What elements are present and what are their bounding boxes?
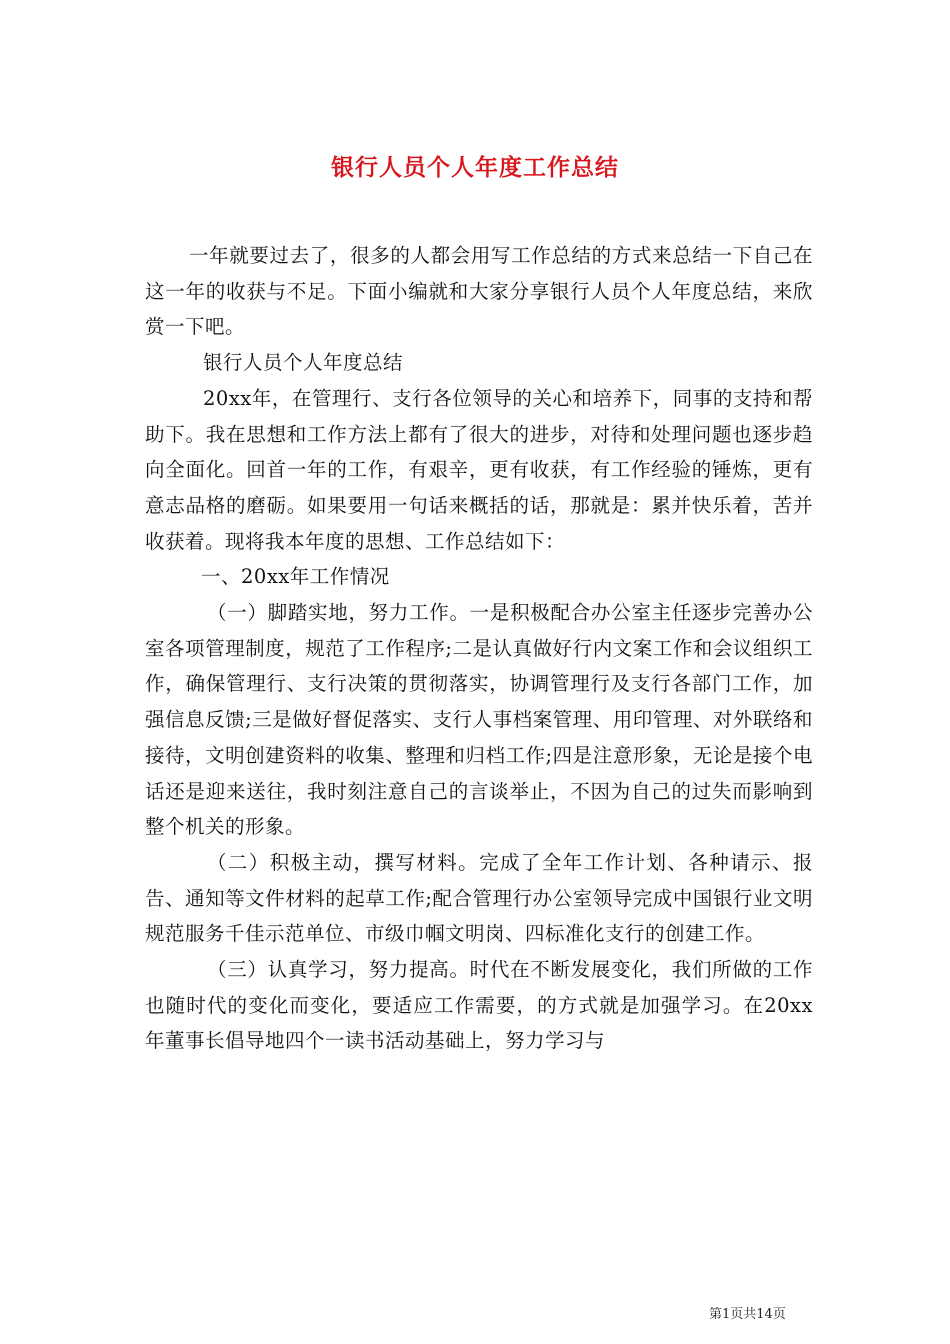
intro-paragraph: 一年就要过去了，很多的人都会用写工作总结的方式来总结一下自己在这一年的收获与不足。下面小编就和大家分享银行人员个人年度总结，来欣赏一下吧。 [145,244,813,339]
section-subtitle: 银行人员个人年度总结 [203,351,404,375]
year-overview-paragraph: 20xx年，在管理行、支行各位领导的关心和培养下，同事的支持和帮助下。我在思想和工作方法上都有了很大的进步，对待和处理问题也逐步趋向全面化。回首一年的工作，有艰辛，更有收获，有工作经验的锤炼，更有意志品格的磨砺。如果要用一句话来概括的话，那就是：累并快乐着，苦并收获着。现将我本年度的思想、工作总结如下： [145,386,813,553]
work-item-2: （二）积极主动，撰写材料。完成了全年工作计划、各种请示、报告、通知等文件材料的起草工作;配合管理行办公室领导完成中国银行业文明规范服务千佳示范单位、市级巾帼文明岗、四标准化支行的创建工作。 [145,850,813,946]
section-heading: 一、20xx年工作情况 [201,565,390,589]
work-item-1: （一）脚踏实地，努力工作。一是积极配合办公室主任逐步完善办公室各项管理制度，规范了工作程序;二是认真做好行内文案工作和会议组织工作，确保管理行、支行决策的贯彻落实，协调管理行及支行各部门工作，加强信息反馈;三是做好督促落实、支行人事档案管理、用印管理、对外联络和接待，文明创建资料的收集、整理和归档工作;四是注意形象，无论是接个电话还是迎来送往，我时刻注意自己的言谈举止，不因为自己的过失而影响到整个机关的形象。 [145,601,813,839]
document-body [145,238,813,1059]
page-title: 银行人员个人年度工作总结 [331,154,619,182]
page-number-footer: 第1页共14页 [709,1307,786,1322]
work-item-3: （三）认真学习，努力提高。时代在不断发展变化，我们所做的工作也随时代的变化而变化，要适应工作需要，的方式就是加强学习。在20xx年董事长倡导地四个一读书活动基础上，努力学习与 [145,958,813,1053]
